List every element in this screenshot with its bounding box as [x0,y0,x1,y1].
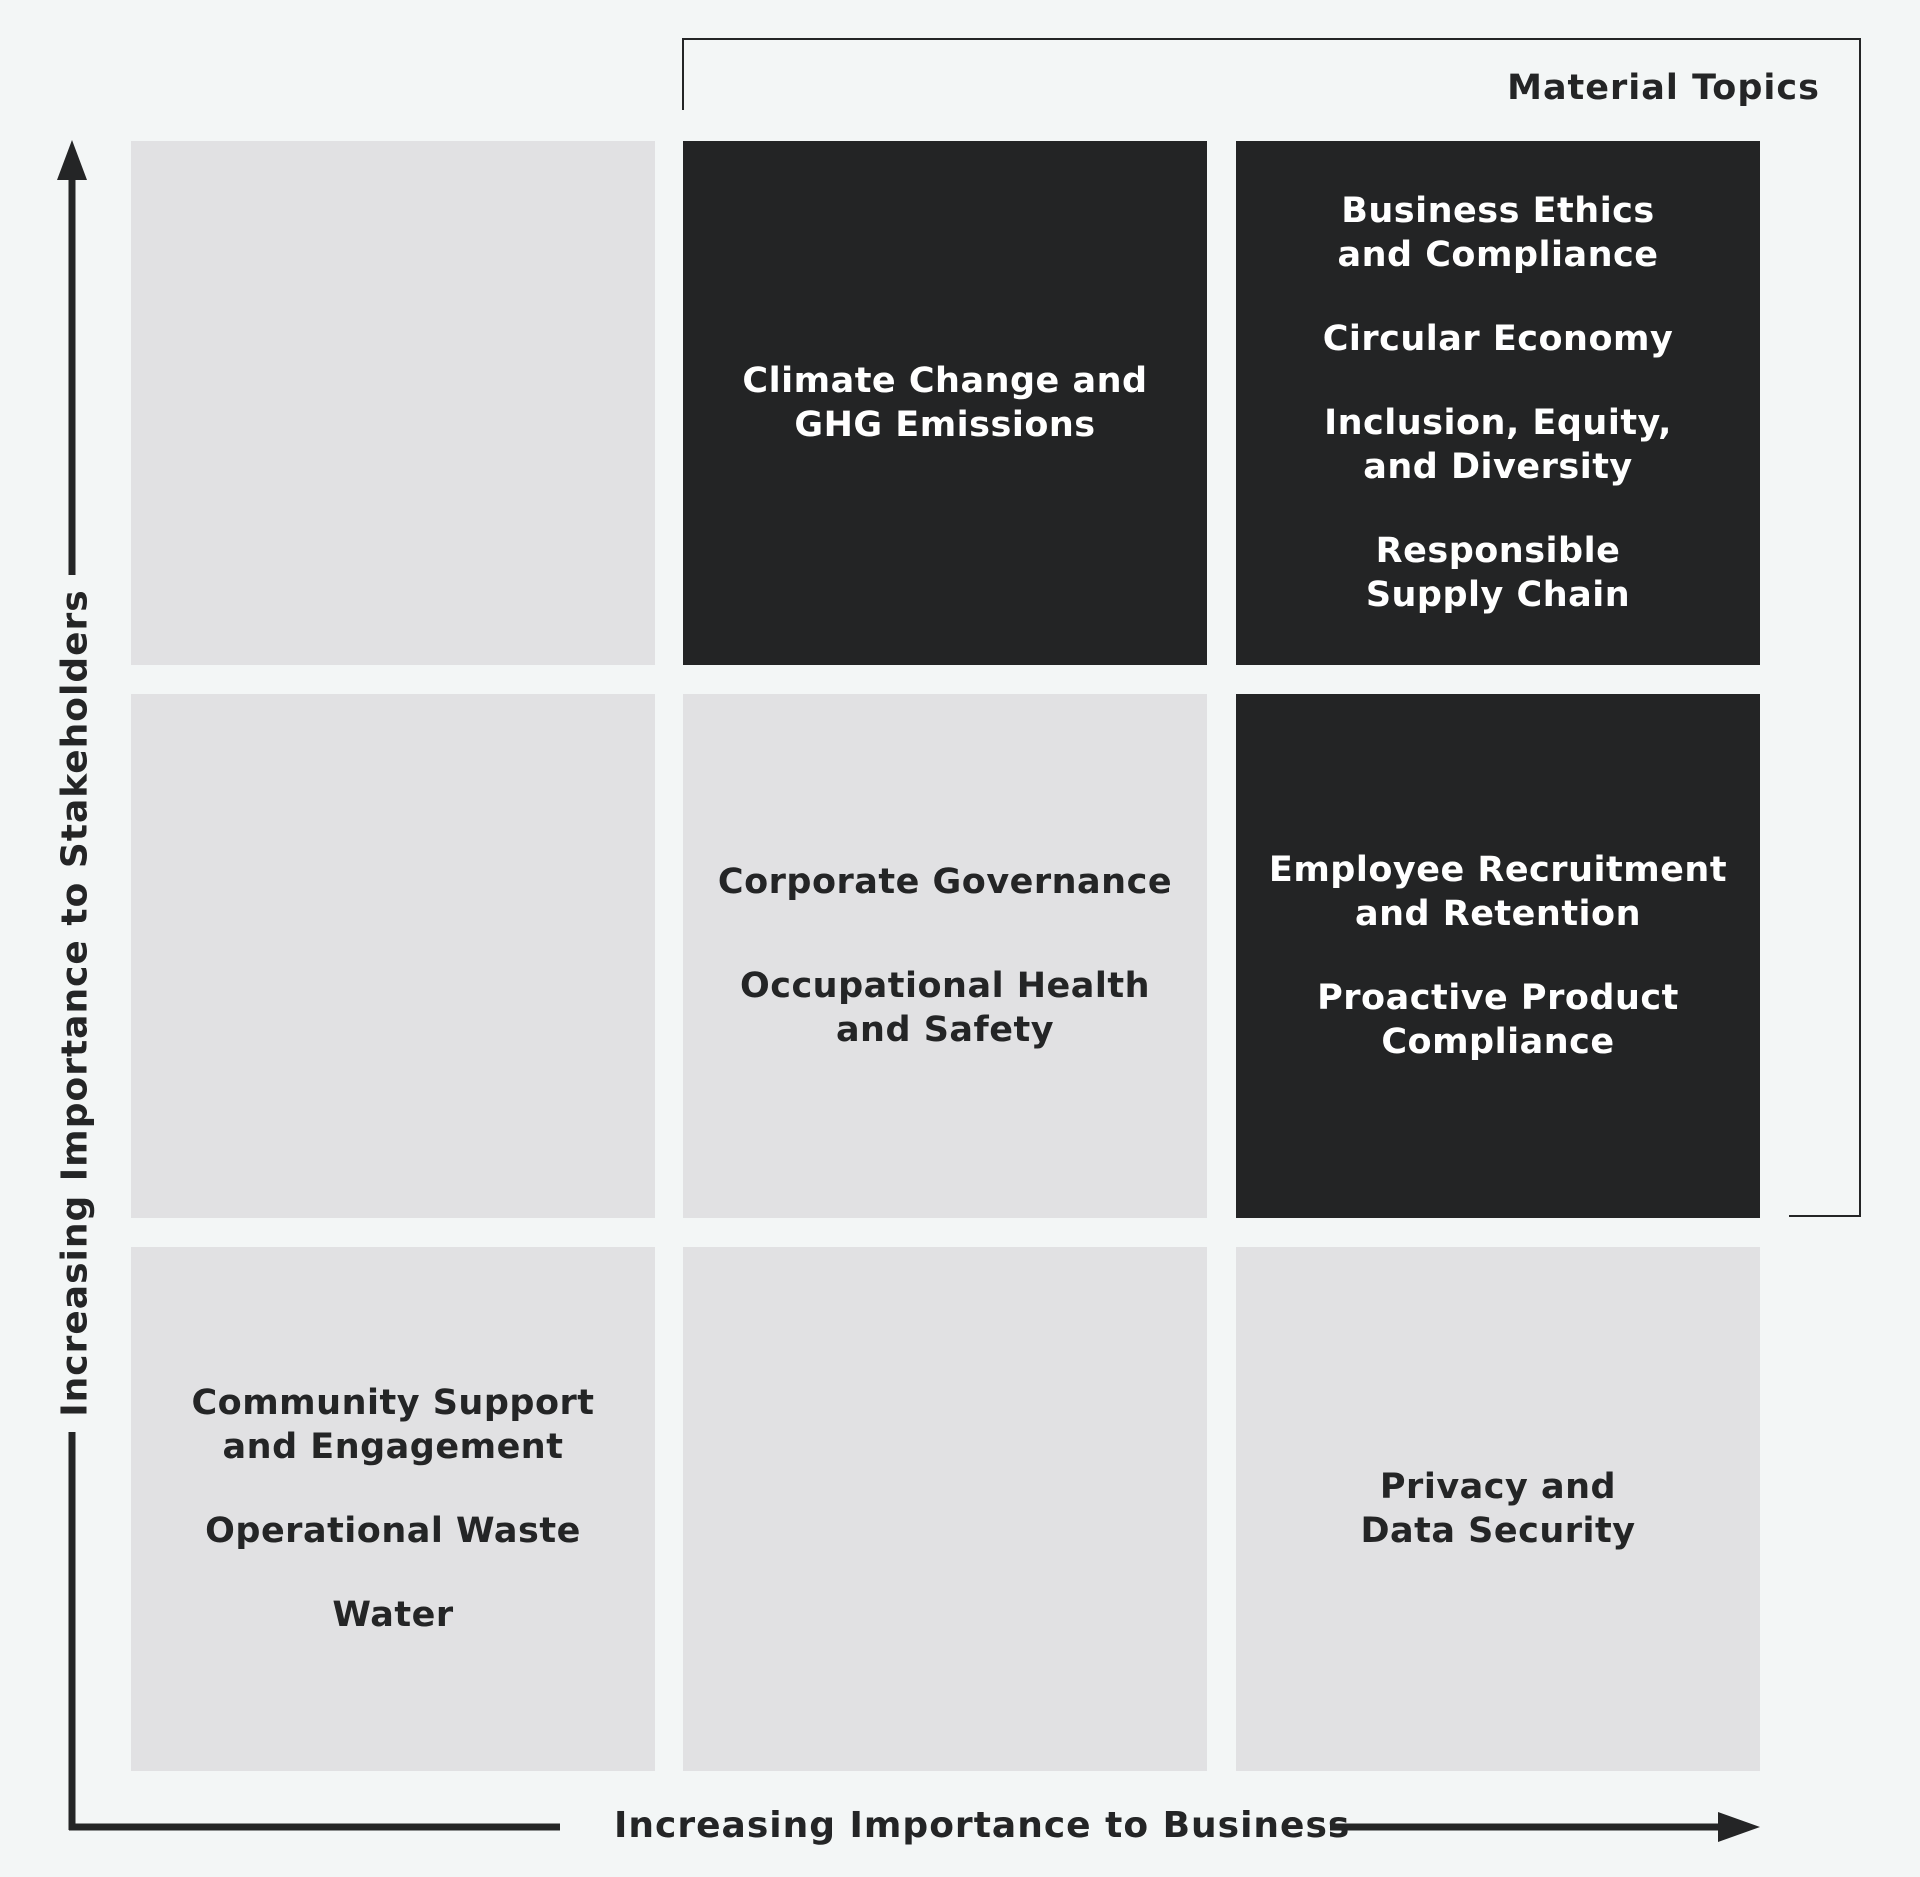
x-axis-arrowhead [1718,1812,1760,1842]
topic-business-ethics: Business Ethics and Compliance [1337,191,1659,275]
topic-proactive-product-compliance: Proactive Product Compliance [1317,978,1679,1062]
topic-operational-waste: Operational Waste [205,1511,581,1551]
y-axis-label: Increasing Importance to Stakeholders [54,589,96,1417]
topic-employee-recruitment: Employee Recruitment and Retention [1268,850,1728,934]
topic-corporate-governance: Corporate Governance [717,862,1173,902]
cell-high-stakeholder-mid-business [683,141,1207,665]
material-topics-label: Material Topics [1507,68,1820,108]
topic-responsible-supply-chain: Responsible Supply Chain [1365,531,1631,615]
topic-privacy-data-security: Privacy and Data Security [1360,1467,1636,1551]
topic-community-support: Community Support and Engagement [191,1383,595,1467]
cell-mid-stakeholder-high-business [1236,694,1760,1218]
cell-low-stakeholder-high-business [1236,1247,1760,1771]
cell-low-stakeholder-mid-business [683,1247,1207,1771]
cell-high-stakeholder-low-business [131,141,655,665]
cell-low-stakeholder-low-business [131,1247,655,1771]
topic-occupational-health: Occupational Health and Safety [739,966,1151,1050]
x-axis-label: Increasing Importance to Business [614,1805,1351,1846]
topic-inclusion-equity: Inclusion, Equity, and Diversity [1324,403,1672,487]
topic-circular-economy: Circular Economy [1322,319,1674,359]
topic-water: Water [332,1595,454,1635]
cell-mid-stakeholder-mid-business [683,694,1207,1218]
y-axis-arrowhead [57,140,87,180]
topic-climate-change: Climate Change and GHG Emissions [742,361,1148,445]
cell-mid-stakeholder-low-business [131,694,655,1218]
cell-high-stakeholder-high-business [1236,141,1760,665]
